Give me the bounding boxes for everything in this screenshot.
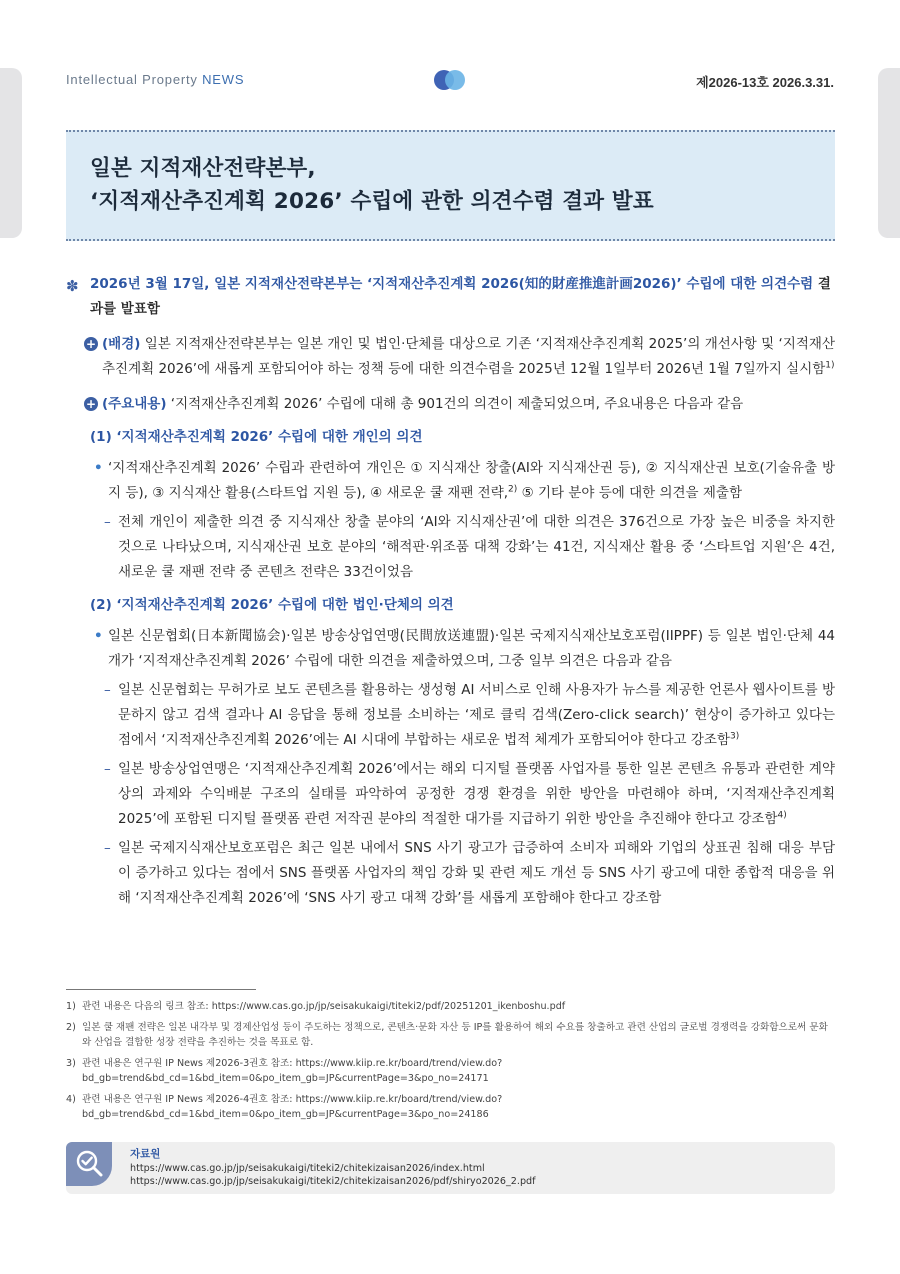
source-links — [130, 1148, 536, 1188]
list-item: – 일본 국제지식재산보호포럼은 최근 일본 내에서 SNS 사기 광고가 급증하여 소비자 피해와 기업의 상표권 침해 대응 부담이 증가하고 있다는 점에서 SNS 플랫폼 사업자의 책임 강화 및 관련 제도 개선 등 SNS 사기 광고에 대한 종합적 대응을 위해 ‘지적재산추진계획 2026’에 ‘SNS 사기 광고 대책 강화’를 새롭게 포함해야 한다고 강조함 — [104, 840, 835, 906]
source-label: 자료원 — [130, 1148, 161, 1160]
right-side-tab — [878, 68, 900, 238]
title-line-2: ‘지적재산추진계획 2026’ 수립에 관한 의견수렴 결과 발표 — [90, 189, 654, 214]
page-header — [66, 70, 834, 94]
background-paragraph: + (배경) 일본 지적재산전략본부는 일본 개인 및 법인·단체를 대상으로 기존 ‘지적재산추진계획 2025’의 개선사항 및 ‘지적재산추진계획 2026’에 새롭게 포함되어야 하는 정책 등에 대한 의견수렴을 2025년 12월 1일부터 2026년 1월 7일까지 실시함$^{1)}$ — [85, 336, 835, 377]
list-item: • ‘지적재산추진계획 2026’ 수립과 관련하여 개인은 ① 지식재산 창출(AI와 지식재산권 등), ② 지식재산권 보호(기술유출 방지 등), ③ 지식재산 활용(스타트업 지원 등), ④ 새로운 쿨 재팬 전략,$^{2)}$ ⑤ 기타 분야 등에 대한 의견을 제출함 — [94, 460, 835, 501]
section-heading-corporate: (2) ‘지적재산추진계획 2026’ 수립에 대한 법인·단체의 의견 — [90, 597, 454, 613]
source-link[interactable]: https://www.cas.go.jp/jp/seisakukaigi/titeki2/chitekizaisan2026/pdf/shiryo2026_2.pdf — [130, 1176, 536, 1187]
source-box — [66, 1142, 835, 1194]
logo-circles-icon — [434, 70, 468, 90]
newsletter-brand: Intellectual Property NEWS — [66, 72, 245, 87]
list-item: – 일본 방송상업연맹은 ‘지적재산추진계획 2026’에서는 해외 디지털 플랫폼 사업자를 통한 일본 콘텐츠 유통과 관련한 계약상의 과제와 수익배분 구조의 실태를 파악하여 공정한 경쟁 환경을 위한 방안을 마련해야 하며, ‘지적재산추진계획 2025’에 포함된 디지털 플랫폼 관련 저작권 분야의 적절한 대가를 지급하기 위한 방안을 추진해야 한다고 강조함$^{4)}$ — [104, 761, 835, 827]
asterisk-flower-icon: ✽ — [66, 277, 79, 295]
footnote: 2) 일본 쿨 재팬 전략은 일본 내각부 및 경제산업성 등이 주도하는 정책으로, 콘텐츠·문화 자산 등 IP를 활용하여 해외 수요를 창출하고 관련 산업의 글로벌 경쟁력을 강화함으로써 문화와 산업을 결합한 성장 전략을 추진하는 것을 목표로 함. — [66, 1022, 828, 1048]
magnifier-check-icon — [66, 1142, 112, 1186]
list-item: – 전체 개인이 제출한 의견 중 지식재산 창출 분야의 ‘AI와 지식재산권’에 대한 의견은 376건으로 가장 높은 비중을 차지한 것으로 나타났으며, 지식재산권 보호 분야의 ‘해적판·위조품 대책 강화’는 41건, 지식재산 활용 중 ‘스타트업 지원’은 4건, 새로운 쿨 재팬 전략 중 콘텐츠 전략은 33건이었음 — [104, 514, 835, 580]
article-body — [66, 272, 835, 911]
left-side-tab — [0, 68, 22, 238]
footnote-divider — [66, 989, 256, 990]
plus-circle-icon: + — [85, 397, 97, 411]
footnotes — [66, 999, 835, 1128]
title-line-1: 일본 지적재산전략본부, — [90, 156, 316, 181]
article-title-box — [66, 130, 835, 241]
footnote: 1) 관련 내용은 다음의 링크 참조: https://www.cas.go.jp/jp/seisakukaigi/titeki2/pdf/20251201_ikenboshu.pdf — [66, 1001, 566, 1012]
footnote: 4) 관련 내용은 연구원 IP News 제2026-4권호 참조: https://www.kiip.re.kr/board/trend/view.do?bd_gb=trend&bd_cd=1&bd_item=0&po_item_gb=JP&currentPage=3&po_no=24186 — [66, 1094, 503, 1120]
list-item: • 일본 신문협회(日本新聞協会)·일본 방송상업연맹(民間放送連盟)·일본 국제지식재산보호포럼(IIPPF) 등 일본 법인·단체 44개가 ‘지적재산추진계획 2026’ 수립에 대한 의견을 제출하였으며, 그중 일부 의견은 다음과 같음 — [94, 628, 835, 669]
plus-circle-icon: + — [85, 337, 97, 351]
issue-number-date: 제2026-13호 2026.3.31. — [696, 75, 834, 90]
section-heading-individual: (1) ‘지적재산추진계획 2026’ 수립에 대한 개인의 의견 — [90, 429, 423, 445]
source-link[interactable]: https://www.cas.go.jp/jp/seisakukaigi/titeki2/chitekizaisan2026/index.html — [130, 1163, 485, 1174]
footnote: 3) 관련 내용은 연구원 IP News 제2026-3권호 참조: https://www.kiip.re.kr/board/trend/view.do?bd_gb=trend&bd_cd=1&bd_item=0&po_item_gb=JP&currentPage=3&po_no=24171 — [66, 1058, 503, 1084]
main-content-paragraph: + (주요내용) ‘지적재산추진계획 2026’ 수립에 대해 총 901건의 의견이 제출되었으며, 주요내용은 다음과 같음 — [85, 396, 744, 412]
list-item: – 일본 신문협회는 무허가로 보도 콘텐츠를 활용하는 생성형 AI 서비스로 인해 사용자가 뉴스를 제공한 언론사 웹사이트를 방문하지 않고 검색 결과나 AI 응답을 통해 정보를 소비하는 ‘제로 클릭 검색(Zero-click search)’ 현상이 증가하고 있다는 점에서 ‘지적재산추진계획 2026’에는 AI 시대에 부합하는 새로운 법적 체계가 포함되어야 한다고 강조함$^{3)}$ — [104, 682, 835, 748]
lead-paragraph: ✽ 2026년 3월 17일, 일본 지적재산전략본부는 ‘지적재산추진계획 2026(知的財産推進計画2026)’ 수립에 대한 의견수렴 결과를 발표함 — [66, 276, 831, 317]
